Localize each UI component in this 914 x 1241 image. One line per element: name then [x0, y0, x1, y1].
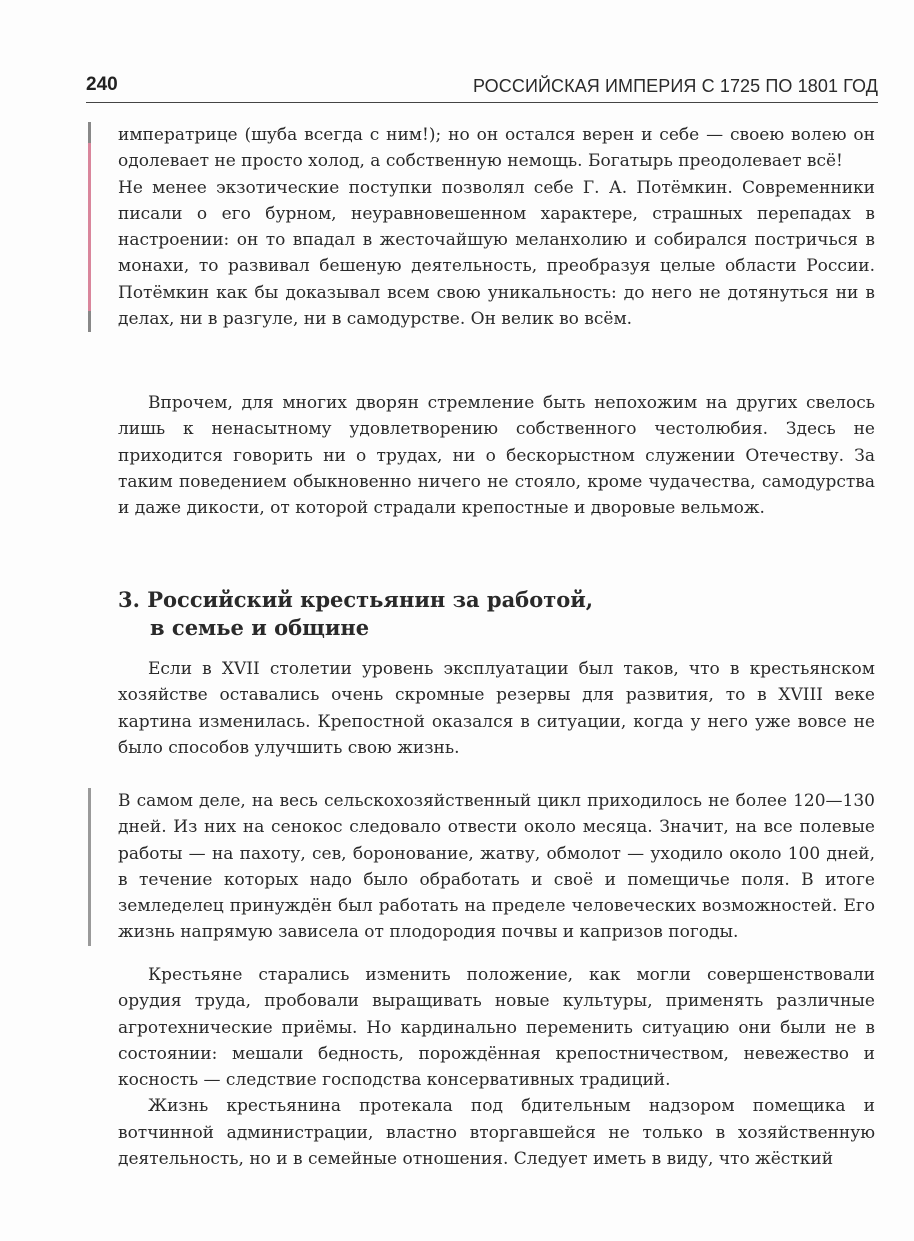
sidebar-paragraph: Не менее экзотические поступки позволял себе Г. А. Потёмкин. Современники писали о его бурном, неуравновешенном характере, страшных перепадах в настроении: он то впадал в жесточайшую меланхолию и собирался постричься в монахи, то развивал бешеную деятельность, преобразуя целые области России. Потёмкин как бы доказывал всем свою уникальность: до него не дотянуться ни в делах, ни в разгуле, ни в самодурстве. Он велик во всём.	[118, 177, 875, 330]
body-paragraph: Впрочем, для многих дворян стремление быть непохожим на других свелось лишь к ненасытному удовлетворению собственного честолюбия. Здесь не приходится говорить ни о трудах, ни о бескорыстном служении Отечеству. За таким поведением обыкновенно ничего не стояло, кроме чудачества, самодурства и даже дикости, от которой страдали крепостные и дворовые вельмож.	[118, 393, 875, 519]
body-section-3	[118, 962, 875, 1172]
body-section-1	[118, 390, 875, 521]
sidebar-excerpt-2	[88, 788, 875, 946]
page-number: 240	[86, 74, 118, 95]
heading-line-1: 3. Российский крестьянин за работой,	[118, 587, 594, 612]
body-paragraph: Крестьяне старались изменить положение, как могли совершенствовали орудия труда, пробовали выращивать новые культуры, применять различные агротехнические приёмы. Но кардинально переменить ситуацию они были не в состоянии: мешали бедность, порождённая крепостничеством, невежество и косность — следствие господства консервативных традиций.	[118, 965, 875, 1091]
body-section-2	[118, 656, 875, 761]
section-heading	[118, 586, 593, 642]
sidebar-paragraph: императрице (шуба всегда с ним!); но он остался верен и себе — своею волею он одолевает не просто холод, а собственную немощь. Богатырь преодолевает всё!	[118, 125, 875, 172]
body-paragraph: Жизнь крестьянина протекала под бдительным надзором помещика и вотчинной администрации, властно вторгавшейся не только в хозяйственную деятельность, но и в семейные отношения. Следует иметь в виду, что жёсткий	[118, 1096, 875, 1170]
page-header	[86, 72, 878, 103]
sidebar-rule	[88, 788, 91, 946]
body-paragraph: Если в XVII столетии уровень эксплуатации был таков, что в крестьянском хозяйстве оставались очень скромные резервы для развития, то в XVIII веке картина изменилась. Крепостной оказался в ситуации, когда у него уже вовсе не было способов улучшить свою жизнь.	[118, 659, 875, 758]
sidebar-excerpt-1	[88, 122, 875, 332]
sidebar-paragraph: В самом деле, на весь сельскохозяйственный цикл приходилось не более 120—130 дней. Из них на сенокос следовало отвести около месяца. Значит, на все полевые работы — на пахоту, сев, боронование, жатву, обмолот — уходило около 100 дней, в течение которых надо было обработать и своё и помещичье поля. В итоге земледелец принуждён был работать на пределе человеческих возможностей. Его жизнь напрямую зависела от плодородия почвы и капризов погоды.	[118, 791, 875, 943]
running-title: РОССИЙСКАЯ ИМПЕРИЯ С 1725 ПО 1801 ГОД	[472, 76, 878, 96]
heading-line-2: в семье и общине	[150, 615, 370, 640]
sidebar-rule	[88, 122, 91, 332]
